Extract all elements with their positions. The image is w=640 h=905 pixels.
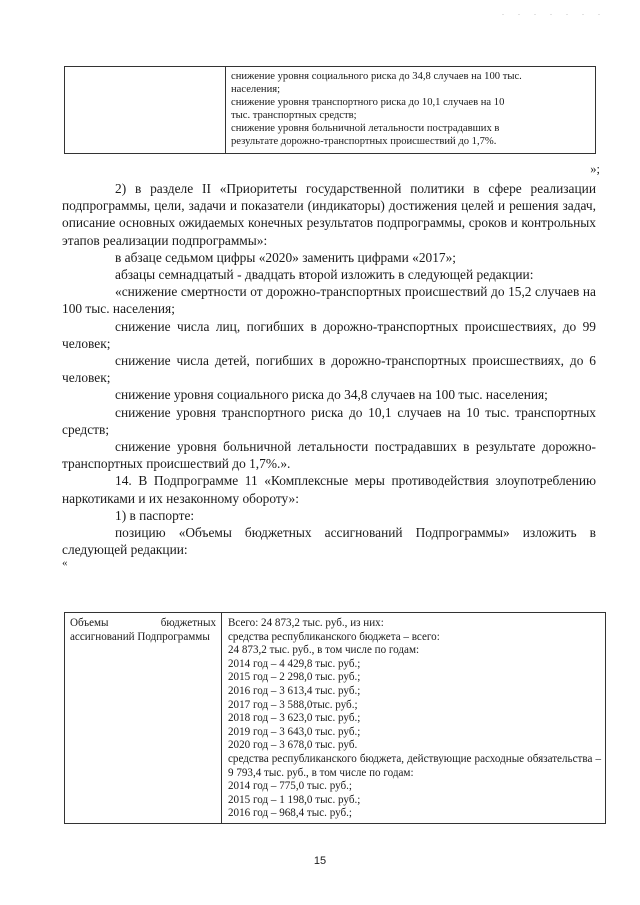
budget-label-cell: Объемы бюджетных ассигнований Подпрограммы — [65, 613, 222, 824]
paragraph: снижение уровня социального риска до 34,8 случаев на 100 тыс. населения; — [115, 387, 548, 403]
table-row — [65, 613, 606, 824]
budget-line: 2016 год – 3 613,4 тыс. руб.; — [228, 684, 361, 697]
paragraph: в абзаце седьмом цифры «2020» заменить цифрами «2017»; — [115, 249, 457, 265]
budget-values-cell — [222, 613, 606, 824]
budget-line: 2015 год – 2 298,0 тыс. руб.; — [228, 671, 361, 684]
paragraph: снижение уровня транспортного риска до 10,1 случаев на 10 тыс. транспортных средств; — [62, 404, 596, 437]
opening-quote-mark: « — [62, 557, 68, 570]
paragraph: снижение числа лиц, погибших в дорожно-транспортных происшествиях, до 99 человек; — [62, 318, 596, 351]
paragraph: 1) в паспорте: — [115, 507, 195, 523]
budget-line: 2016 год – 968,4 тыс. руб.; — [228, 807, 353, 820]
table-line: снижение уровня транспортного риска до 10,1 случаев на 10 — [231, 97, 505, 109]
paragraph: 14. В Подпрограмме 11 «Комплексные меры противодействия злоупотреблению наркотиками и их незаконному обороту»: — [62, 473, 596, 506]
budget-table — [64, 612, 606, 824]
budget-line: 2017 год – 3 588,0тыс. руб.; — [228, 698, 358, 711]
table-row — [65, 67, 596, 154]
budget-line: 2018 год – 3 623,0 тыс. руб.; — [228, 712, 361, 725]
budget-line: средства республиканского бюджета – всего: — [228, 630, 440, 643]
budget-line: 2015 год – 1 198,0 тыс. руб.; — [228, 793, 361, 806]
paragraph: снижение уровня больничной летальности пострадавших в результате дорожно-транспортных происшествий до 1,7%.». — [62, 439, 596, 472]
indicators-cell — [226, 67, 596, 154]
paragraph: снижение числа детей, погибших в дорожно-транспортных происшествиях, до 6 человек; — [62, 353, 596, 386]
paragraph: «снижение смертности от дорожно-транспортных происшествий до 15,2 случаев на 100 тыс. населения; — [62, 284, 596, 317]
budget-line: 2020 год – 3 678,0 тыс. руб. — [228, 739, 358, 752]
budget-line: 2019 год – 3 643,0 тыс. руб.; — [228, 725, 361, 738]
budget-line: 24 873,2 тыс. руб., в том числе по годам: — [228, 644, 420, 657]
table-line: результате дорожно-транспортных происшествий до 1,7%. — [231, 136, 497, 148]
paragraph: 2) в разделе II «Приоритеты государственной политики в сфере реализации подпрограммы, цели, задачи и показатели (индикаторы) достижения целей и решения задач, описание основных ожидаемых конечных результатов подпрограммы, сроков и контрольных этапов реализации подпрограммы»: — [62, 181, 596, 248]
empty-cell — [65, 67, 226, 154]
paragraph: абзацы семнадцатый - двадцать второй изложить в следующей редакции: — [115, 267, 534, 283]
budget-line: 2014 год – 4 429,8 тыс. руб.; — [228, 657, 361, 670]
table-line: тыс. транспортных средств; — [231, 110, 357, 122]
closing-quote-mark: »; — [590, 162, 600, 176]
budget-line: средства республиканского бюджета, действующие расходные обязательства – 9 793,4 тыс. руб., в том числе по годам: — [228, 752, 601, 779]
main-text — [62, 180, 596, 568]
table-line: снижение уровня больничной летальности пострадавших в — [231, 123, 500, 135]
budget-line: Всего: 24 873,2 тыс. руб., из них: — [228, 617, 384, 629]
continuation-table — [64, 66, 596, 154]
table-line: населения; — [231, 84, 281, 96]
header-marks: . . . . . . . — [502, 8, 606, 17]
table-line: снижение уровня социального риска до 34,8 случаев на 100 тыс. — [231, 71, 522, 82]
budget-line: 2014 год – 775,0 тыс. руб.; — [228, 780, 353, 793]
paragraph: позицию «Объемы бюджетных ассигнований Подпрограммы» изложить в следующей редакции: — [62, 525, 596, 558]
page-number: 15 — [313, 855, 327, 867]
